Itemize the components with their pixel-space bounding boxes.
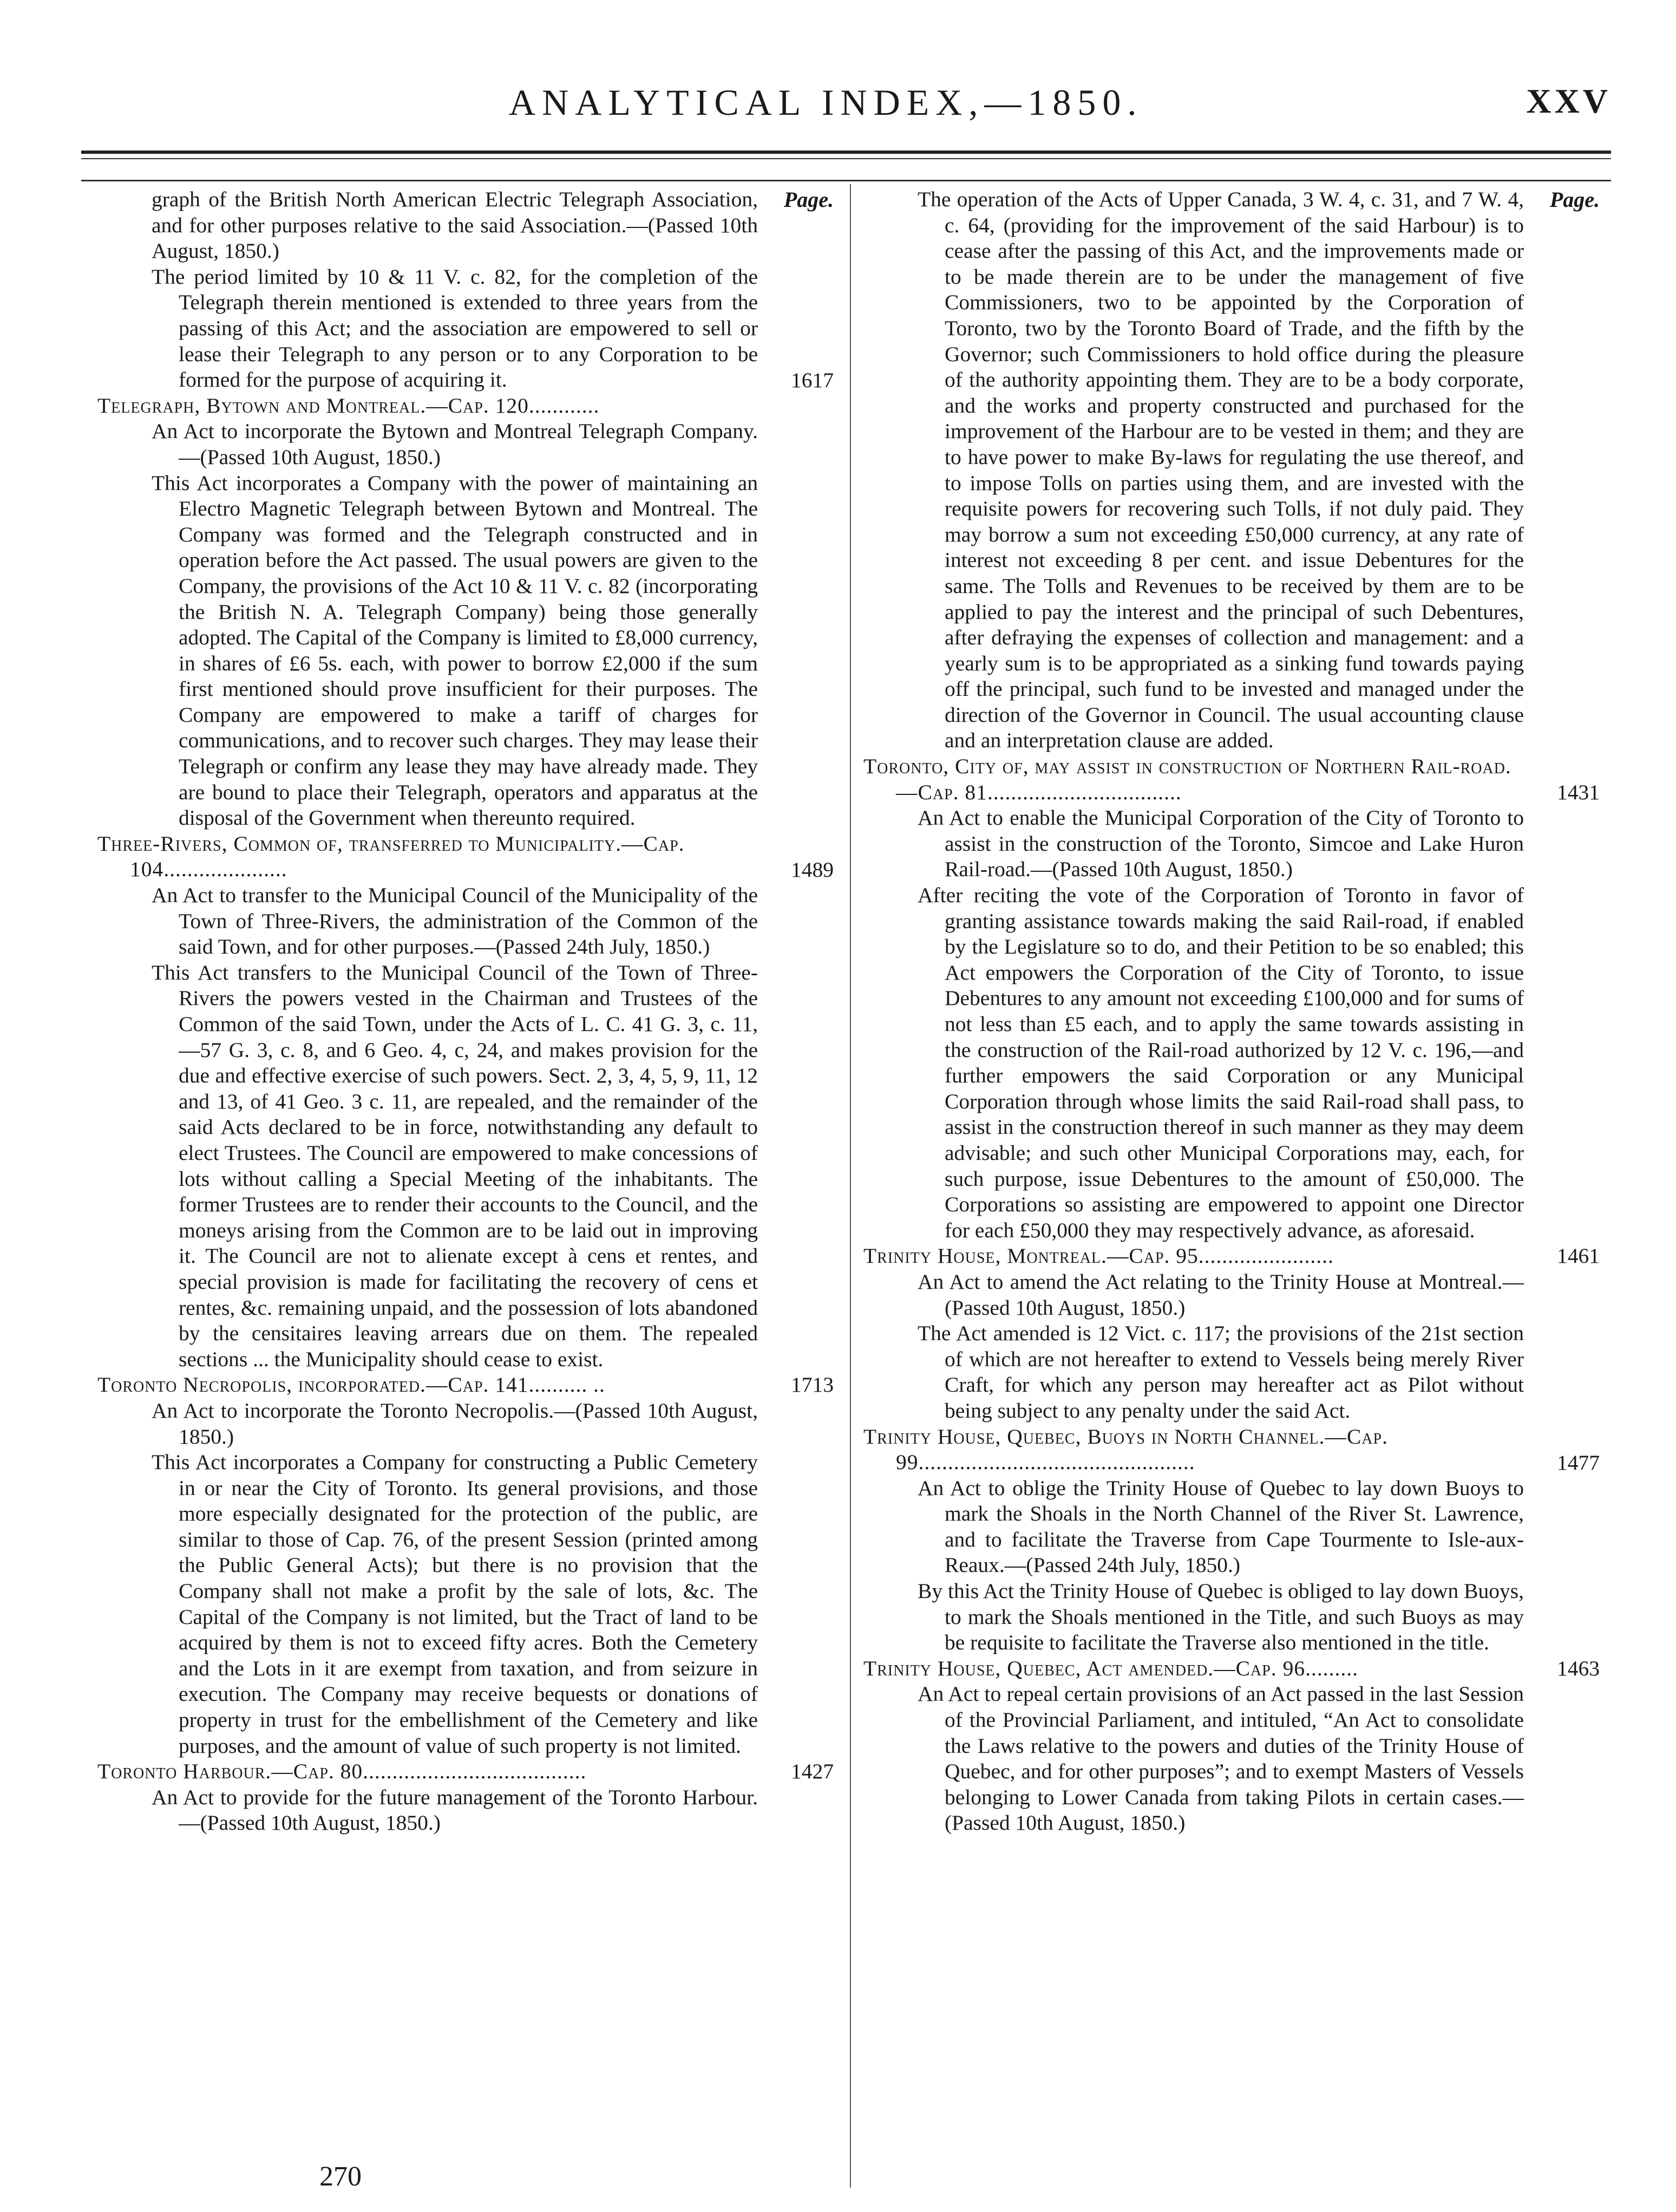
entry-page-ref: 1489 [791,857,834,882]
index-entry [97,368,834,831]
entry-heading: Trinity House, Montreal.—Cap. 95....................... [863,1244,1334,1268]
folio-number: 270 [319,2161,362,2192]
entry-page-ref: 1463 [1557,1656,1600,1680]
page-column-label: Page. [783,187,834,212]
running-title: ANALYTICAL INDEX,—1850. [509,82,1143,123]
index-entry [97,831,834,1372]
entry-act-title: An Act to incorporate the Toronto Necropolis.—(Passed 10th August, 1850.) [152,1398,758,1448]
entry-act-title: An Act to oblige the Trinity House of Quebec to lay down Buoys to mark the Shoals in the North Channel of the River St. Lawrence, and to facilitate the Traverse from Cape Tourmente to Isle-aux-Reaux.—(Passed 24th July, 1850.) [918,1476,1524,1577]
entry-heading: Toronto, City of, may assist in construction of Northern Rail-road.—Cap. 81................................. [863,754,1511,804]
page-column-label: Page. [1549,187,1600,212]
entry-summary: This Act incorporates a Company with the power of maintaining an Electro Magnetic Telegraph between Bytown and Montreal. The Company was formed and the Telegraph constructed and in operation before the Act passed. The usual powers are given to the Company, the provisions of the Act 10 & 11 V. c. 82 (incorporating the British N. A. Telegraph Company) being those generally adopted. The Capital of the Company is limited to £8,000 currency, in shares of £6 5s. each, with power to borrow £2,000 if the sum first mentioned should prove insufficient for their purposes. The Company are empowered to make a tariff of charges for communications, and to recover such charges. They may lease their Telegraph or confirm any lease they may have already made. They are bound to place their Telegraph, operators and apparatus at the disposal of the Government when thereunto required. [152,471,758,830]
entry-heading: Toronto Necropolis, incorporated.—Cap. 141.......... .. [97,1373,605,1397]
entry-heading: Trinity House, Quebec, Act amended.—Cap. 96......... [863,1656,1358,1680]
entry-heading: Toronto Harbour.—Cap. 80...................................... [97,1759,587,1784]
entry-act-title: An Act to provide for the future management of the Toronto Harbour.—(Passed 10th August, 1850.) [152,1785,758,1835]
entry-page-ref: 1427 [791,1759,834,1784]
entry-heading: Three-Rivers, Common of, transferred to Municipality.—Cap. 104..................... [97,831,685,882]
header-rule-thick [81,151,1611,154]
continued-entry-body: The operation of the Acts of Upper Canada, 3 W. 4, c. 31, and 7 W. 4, c. 64, (providing for the improvement of the said Harbour) is to cease after the passing of this Act, and the improvements made or to be made therein are to be under the management of five Commissioners, two to be appointed by the Corporation of Toronto, two by the Toronto Board of Trade, and the fifth by the Governor; such Commissioners to hold office during the pleasure of the authority appointing them. They are to be a body corporate, and the works and property constructed and purchased for the improvement of the Harbour are to be vested in them; and they are to have power to make By-laws for regulating the use thereof, and to impose Tolls on parties using them, and are invested with the requisite powers for recovering such Tolls, if not duly paid. They may borrow a sum not exceeding £50,000 currency, at any rate of interest not exceeding 8 per cent. and issue Debentures for the same. The Tolls and Revenues to be received by them are to be applied to pay the interest and the principal of such Debentures, after defraying the expenses of collection and management: and a yearly sum is to be appropriated as a sinking fund towards paying off the principal, such fund to be invested and managed under the direction of the Governor in Council. The usual accounting clause and an interpretation clause are added. [918,187,1524,753]
entry-act-title: An Act to transfer to the Municipal Council of the Municipality of the Town of Three-Rivers, the administration of the Common of the said Town, and for other purposes.—(Passed 24th July, 1850.) [152,883,758,959]
entry-act-title: An Act to enable the Municipal Corporation of the City of Toronto to assist in the construction of the Toronto, Simcoe and Lake Huron Rail-road.—(Passed 10th August, 1850.) [918,806,1524,882]
entry-summary: The Act amended is 12 Vict. c. 117; the provisions of the 21st section of which are not hereafter to extend to Vessels being merely River Craft, for which any person may hereafter act as Pilot without being subject to any penalty under the said Act. [918,1321,1524,1423]
page-header [81,81,1611,141]
roman-page-number: XXV [1526,82,1611,120]
header-rule-lower [81,180,1611,181]
left-column [97,187,834,1836]
index-entry [863,1656,1600,1836]
index-entry [863,1243,1600,1424]
entry-page-ref: 1461 [1557,1244,1600,1268]
entry-page-ref: 1617 [791,368,834,392]
continued-entry-lead: graph of the British North American Electric Telegraph Association, and for other purposes relative to the said Association.—(Passed 10th August, 1850.) [152,187,758,263]
entry-heading: Trinity House, Quebec, Buoys in North Channel.—Cap. 99............................................... [863,1424,1388,1474]
entry-act-title: An Act to incorporate the Bytown and Montreal Telegraph Company.—(Passed 10th August, 1850.) [152,419,758,469]
entry-page-ref: 1477 [1557,1450,1600,1474]
column-divider [850,184,851,2188]
index-entry [97,1372,834,1759]
continued-entry-body: The period limited by 10 & 11 V. c. 82, for the completion of the Telegraph therein mentioned is extended to three years from the passing of this Act; and the association are empowered to sell or lease their Telegraph to any person or to any Corporation to be formed for the purpose of acquiring it. [152,264,758,392]
right-column [863,187,1600,1836]
header-rule-thin [81,158,1611,159]
index-entry [97,1759,834,1836]
entry-act-title: An Act to repeal certain provisions of an Act passed in the last Session of the Provincial Parliament, and intituled, “An Act to consolidate the Laws relative to the powers and duties of the Trinity House of Quebec, and for other purposes”; and to exempt Masters of Vessels belonging to Lower Canada from taking Pilots in certain cases.—(Passed 10th August, 1850.) [918,1682,1524,1835]
index-entry [863,1424,1600,1656]
index-entry [863,754,1600,1243]
entry-summary: This Act incorporates a Company for constructing a Public Cemetery in or near the City of Toronto. Its general provisions, and those more especially designated for the protection of the public, are similar to those of Cap. 76, of the present Session (printed among the Public General Acts); but there is no provision that the Company shall not make a profit by the sale of lots, &c. The Capital of the Company is not limited, but the Tract of land to be acquired by them is not to exceed fifty acres. Both the Cemetery and the Lots in it are exempt from taxation, and from seizure in execution. The Company may receive bequests or donations of property in trust for the embellishment of the Cemetery and like purposes, and the amount of value of such property is not limited. [152,1450,758,1758]
entry-heading: Telegraph, Bytown and Montreal.—Cap. 120............ [97,393,600,417]
entry-page-ref: 1713 [791,1373,834,1397]
entry-page-ref: 1431 [1557,780,1600,805]
entry-act-title: An Act to amend the Act relating to the Trinity House at Montreal.—(Passed 10th August, 1850.) [918,1269,1524,1320]
entry-summary: After reciting the vote of the Corporation of Toronto in favor of granting assistance towards making the said Rail-road, if enabled by the Legislature so to do, and their Petition to be so enabled; this Act empowers the Corporation of the City of Toronto, to issue Debentures to any amount not exceeding £100,000 and for sums of not less than £5 each, and to apply the same towards assisting in the construction of the Rail-road authorized by 12 V. c. 196,—and further empowers the said Corporation or any Municipal Corporation through whose limits the said Rail-road shall pass, to assist in the construction thereof in such manner as they may deem advisable; and such other Municipal Corporations may, each, for such purpose, issue Debentures to the amount of £50,000. The Corporations so assisting are empowered to appoint one Director for each £50,000 they may respectively advance, as aforesaid. [918,883,1524,1242]
entry-summary: This Act transfers to the Municipal Council of the Town of Three-Rivers the powers vested in the Chairman and Trustees of the Common of the said Town, under the Acts of L. C. 41 G. 3, c. 11,—57 G. 3, c. 8, and 6 Geo. 4, c, 24, and makes provision for the due and effective exercise of such powers. Sect. 2, 3, 4, 5, 9, 11, 12 and 13, of 41 Geo. 3 c. 11, are repealed, and the remainder of the said Acts declared to be in force, notwithstanding any default to elect Trustees. The Council are empowered to make concessions of lots without calling a Special Meeting of the inhabitants. The former Trustees are to render their accounts to the Council, and the moneys arising from the Common are to be laid out in improving it. The Council are not to alienate except à cens et rentes, and special provision is made for facilitating the recovery of cens et rentes, &c. remaining unpaid, and the possession of lots abandoned by the censitaires leaving arrears due on them. The repealed sections ... the Municipality should cease to exist. [152,960,758,1371]
entry-summary: By this Act the Trinity House of Quebec is obliged to lay down Buoys, to mark the Shoals mentioned in the Title, and such Buoys as may be requisite to facilitate the Traverse also mentioned in the title. [918,1579,1524,1655]
